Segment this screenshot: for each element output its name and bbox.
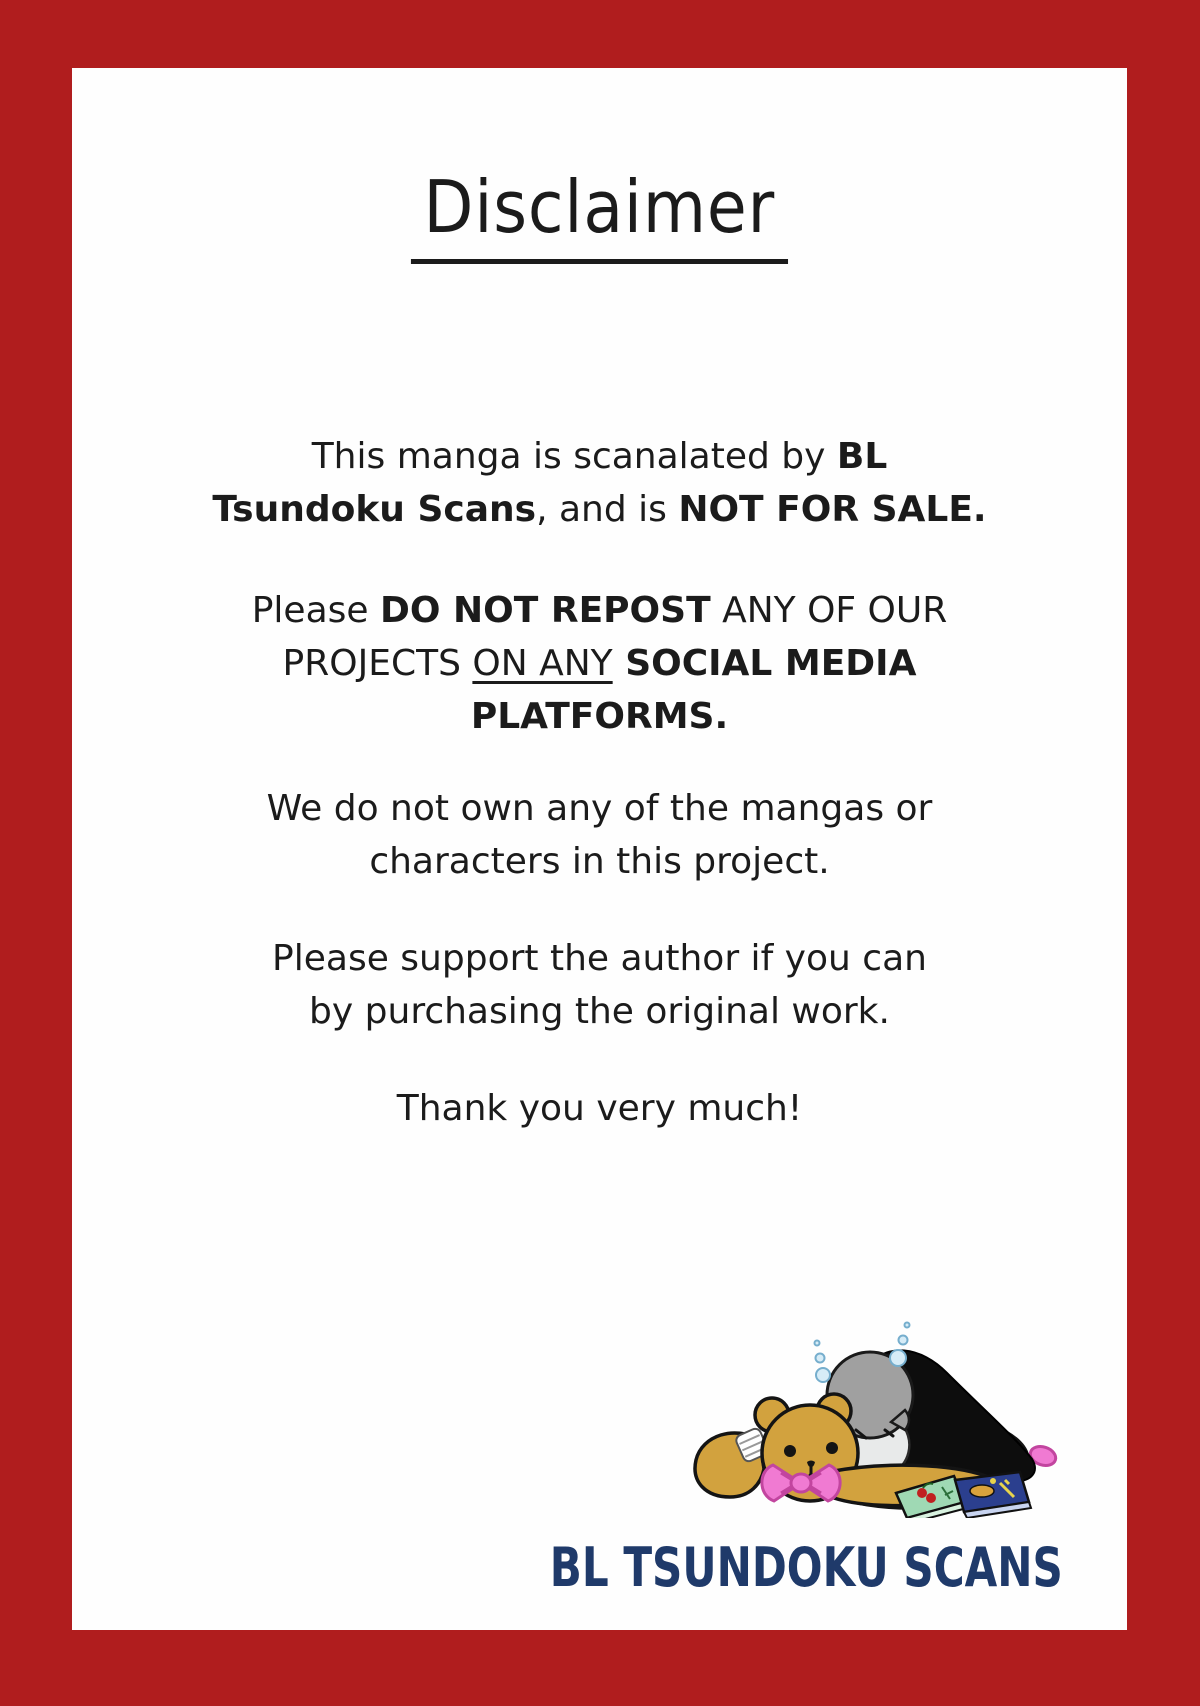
paragraph-support-author [72,932,1127,1038]
paragraph-no-repost [72,584,1127,743]
text-line: characters in this project. [369,841,830,882]
text-segment: PROJECTS [282,643,473,684]
text-line: Thank you very much! [396,1088,803,1129]
text-line: by purchasing the original work. [309,991,890,1032]
text-segment-bold: DO NOT REPOST [380,590,711,631]
paragraph-ownership [72,782,1127,888]
sleeping-reader-on-teddy-bear-illustration [660,1225,1060,1518]
text-line: We do not own any of the mangas or [266,788,933,829]
text-segment-bold: NOT FOR SALE. [678,489,987,530]
text-line [72,584,1127,637]
group-logo-text: BL TSUNDOKU SCANS [549,1536,1063,1599]
disclaimer-paper [72,68,1127,1630]
text-line [72,430,1127,483]
text-line: Please support the author if you can [272,938,927,979]
text-segment-bold: BL [836,436,888,477]
text-line [72,483,1127,536]
text-line [72,690,1127,743]
text-segment-bold: PLATFORMS. [470,696,729,737]
paragraph-scanlation-credit [72,430,1127,536]
text-segment: Please [251,590,380,631]
text-segment-underlined: ON ANY [472,643,613,684]
text-segment: This manga is scanalated by [311,436,837,477]
text-segment: , and is [536,489,679,530]
page-title [72,165,1127,264]
text-segment-bold: SOCIAL MEDIA [612,643,917,684]
page-title-text: Disclaimer [411,168,788,264]
text-segment-bold: Tsundoku Scans [212,489,537,530]
text-line [72,637,1127,690]
paragraph-thanks [72,1082,1127,1135]
text-segment: ANY OF OUR [710,590,948,631]
